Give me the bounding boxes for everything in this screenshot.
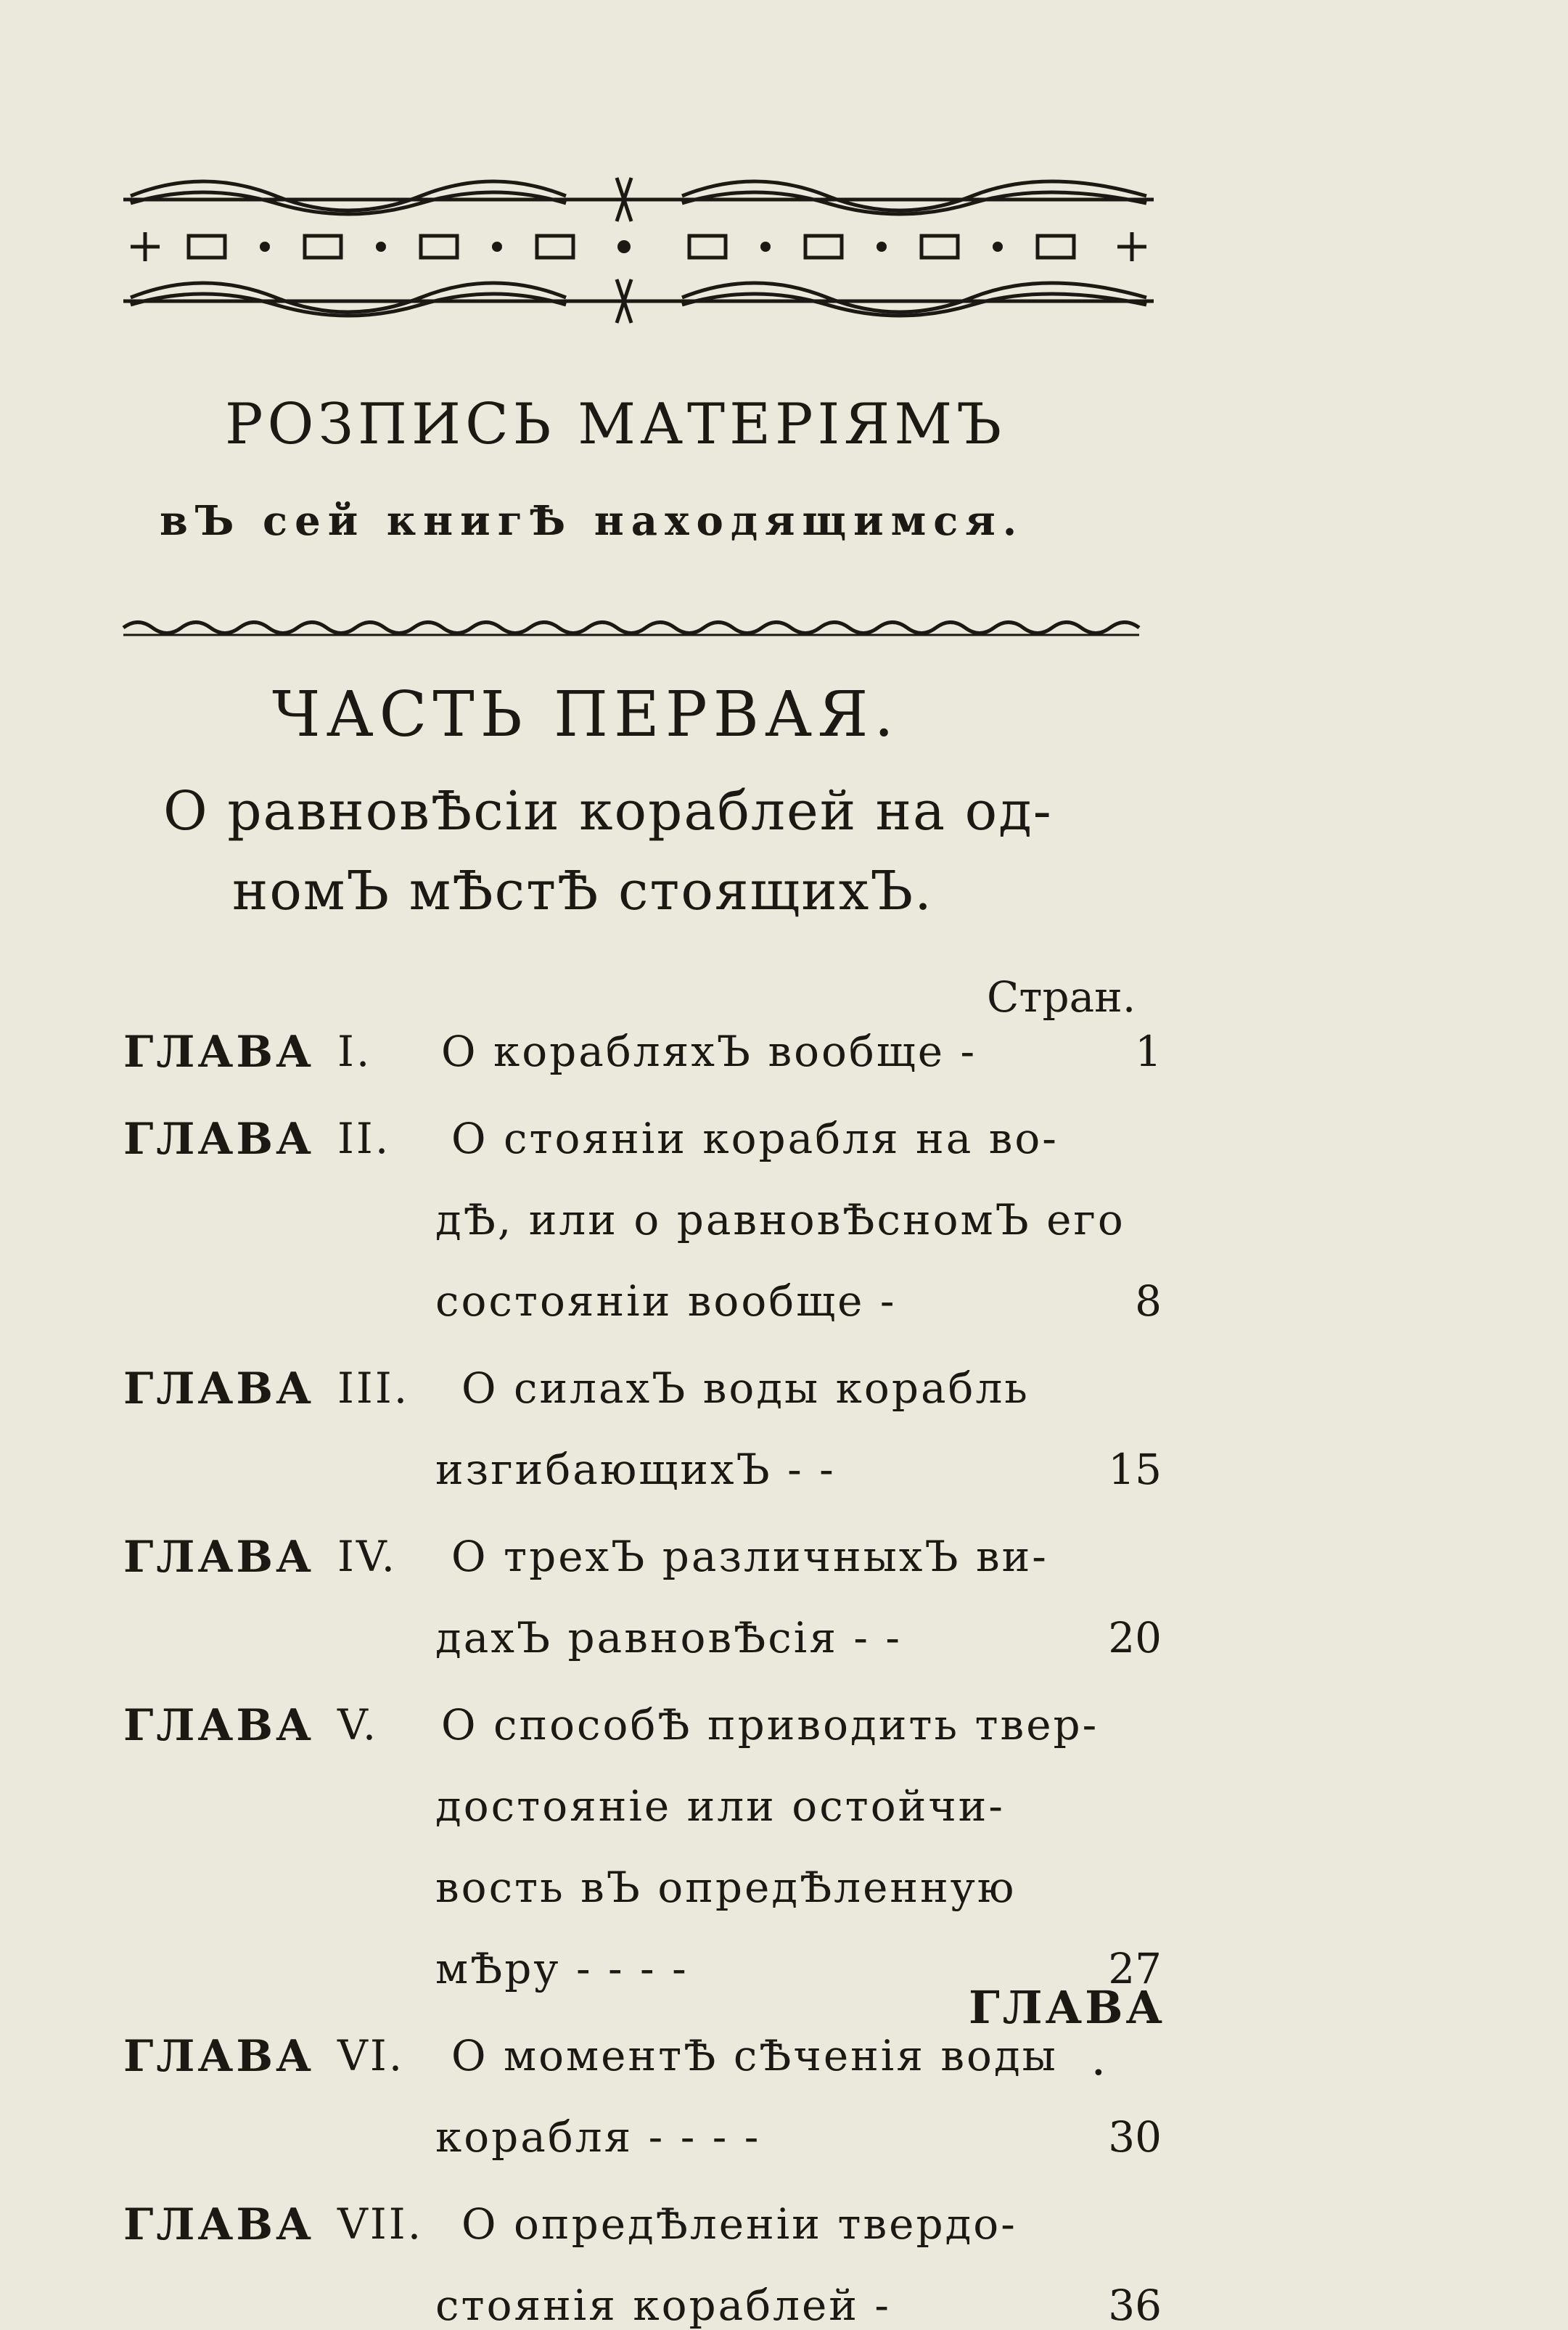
page-column-label: Стран. xyxy=(987,972,1136,1022)
chapter-title-line: достояніе или остойчи- xyxy=(435,1781,1005,1831)
chapter-title-line: О трехЪ различныхЪ ви- xyxy=(451,1532,1048,1581)
chapter-title-line: мѢру - - - - xyxy=(435,1944,689,1993)
chapter-page-number: 36 xyxy=(1108,2281,1162,2330)
chapter-page-number: 30 xyxy=(1108,2112,1162,2162)
chapter-title-line: О стояніи корабля на во- xyxy=(451,1114,1059,1163)
catchword: ГЛАВА xyxy=(969,1981,1166,2034)
chapter-title-line: О моментѢ сѢченія воды xyxy=(451,2031,1058,2080)
chapter-title-line: О опредѢленіи твердо- xyxy=(461,2199,1017,2249)
chapter-title-line: О способѢ приводить твер- xyxy=(441,1700,1099,1749)
chapter-page-number: 20 xyxy=(1108,1613,1162,1662)
chapter-number: IV. xyxy=(337,1532,398,1581)
chapter-label: ГЛАВА xyxy=(123,1114,314,1165)
chapter-label: ГЛАВА xyxy=(123,1027,314,1078)
chapter-title-line: вость вЪ опредѢленную xyxy=(435,1863,1017,1912)
footer-mark: • xyxy=(1092,2061,1105,2086)
register-subtitle: вЪ сей книгѢ находящимся. xyxy=(160,497,1025,545)
chapter-number: I. xyxy=(337,1027,372,1076)
chapter-number: II. xyxy=(337,1114,391,1163)
chapter-label: ГЛАВА xyxy=(123,1532,314,1583)
chapter-title-line: О силахЪ воды корабль xyxy=(461,1363,1030,1413)
register-title: РОЗПИСЬ МАТЕРІЯМЪ xyxy=(225,392,1006,457)
ornamental-border-icon xyxy=(116,167,1161,327)
part-title: ЧАСТЬ ПЕРВАЯ. xyxy=(272,678,900,751)
chapter-page-number: 15 xyxy=(1108,1445,1162,1494)
chapter-label: ГЛАВА xyxy=(123,2199,314,2250)
chapter-page-number: 27 xyxy=(1108,1944,1162,1993)
chapter-label: ГЛАВА xyxy=(123,1700,314,1751)
chapter-number: V. xyxy=(337,1700,379,1749)
chapter-title-line: состояніи вообще - xyxy=(435,1276,897,1326)
chapter-title-line: корабля - - - - xyxy=(435,2112,761,2162)
chapter-title-line: дахЪ равновѢсія - - xyxy=(435,1613,902,1662)
chapter-title-line: О корабляхЪ вообще - xyxy=(441,1027,977,1076)
chapter-label: ГЛАВА xyxy=(123,1363,314,1414)
chapter-number: VII. xyxy=(337,2199,424,2249)
chapter-number: III. xyxy=(337,1363,410,1413)
chapter-label: ГЛАВА xyxy=(123,2031,314,2082)
chapter-title-line: изгибающихЪ - - xyxy=(435,1445,836,1494)
chapter-title-line: дѢ, или о равновѢсномЪ его xyxy=(435,1195,1125,1244)
chapter-page-number: 1 xyxy=(1135,1027,1162,1076)
chapter-title-line: стоянія кораблей - xyxy=(435,2281,891,2330)
part-subtitle-line-1: О равновѢсіи кораблей на од- xyxy=(163,780,1053,842)
chapter-page-number: 8 xyxy=(1135,1276,1162,1326)
wavy-rule-icon xyxy=(116,613,1161,642)
part-subtitle-line-2: номЪ мѢстѢ стоящихЪ. xyxy=(232,860,933,922)
chapter-number: VI. xyxy=(337,2031,405,2080)
